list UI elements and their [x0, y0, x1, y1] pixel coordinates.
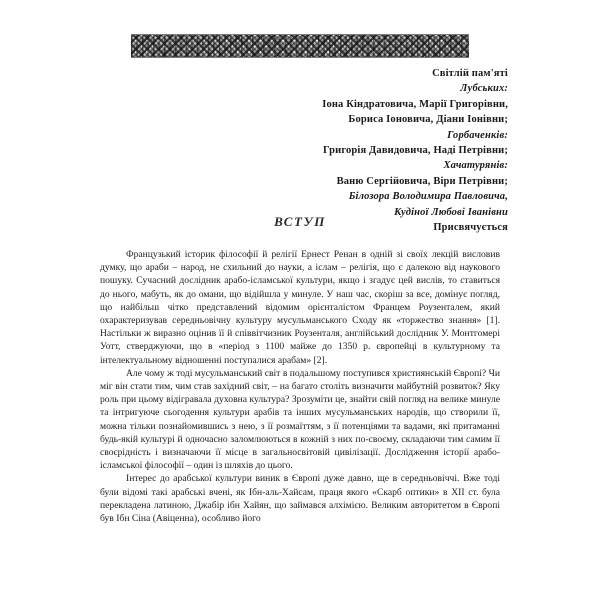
dedication-closing: Присвячується: [433, 222, 508, 234]
ornamental-header: [0, 34, 600, 58]
paragraph-3: Інтерес до арабської культури виник в Європі дуже давно, ще в середньовіччі. Вже тоді були відомі такі арабські вчені, як Ібн-аль-Хайсам, праця якого «Скарб оптики» в ХІІ ст. була перекладена латиною, Джабір ібн Хайян, що займався алхімією. Великим авторитетом в Європі був Ібн Сіна (Авіценна), особливо його: [100, 473, 500, 525]
dedication-block: [208, 66, 508, 235]
dedication-names-3: Ваню Сергійовича, Віри Петрівни;: [336, 175, 508, 187]
body-text: [100, 248, 500, 525]
dedication-names-2: Григорія Давидовича, Наді Петрівни;: [322, 145, 508, 157]
dedication-extra-name-0: Білозора Володимира Павловича,: [348, 191, 508, 203]
dedication-names-1: Бориса Іоновича, Діани Іонівни;: [348, 114, 508, 126]
dedication-extra-name-1: Кудіної Любові Іванівни: [394, 206, 508, 218]
decorative-border-icon: [131, 34, 469, 58]
paragraph-2: Але чому ж тоді мусульманський світ в подальшому поступився християнській Європі? Чи міг він стати тим, чим став західний світ, – на багато століть визначити майбутній розвиток? Яку роль при цьому відігравала духовна культура? Зрозуміти це, знайти свій погляд на велике минуле та інтригуюче сьогодення культури арабів та інших мусульманських народів, що створили її, можна тільки познайомившись з нею, з її розмаїттям, з її потенціями та вадами, які притаманні будь-якій культурі й одночасно заломлюються в кожній з них по-своєму, складаючи тим самим її своєрідність і визначаючи її місце в загальносвітовій цивілізації. Дослідження історії арабо-ісламської філософії – один із шляхів до цього.: [100, 367, 500, 472]
dedication-heading: Світлій пам'яті: [432, 68, 508, 79]
dedication-names-0: Іона Кіндратовича, Марії Григорівни,: [322, 98, 508, 110]
dedication-family-3: Хачатурянів:: [443, 160, 508, 172]
dedication-family-0: Лубських:: [460, 83, 508, 95]
section-title: ВСТУП: [274, 214, 326, 229]
dedication-family-2: Горбаченків:: [447, 129, 508, 141]
paragraph-1: Французький історик філософії й релігії Ернест Ренан в одній зі своїх лекцій висловив думку, що араби – народ, не схильний до науки, а іслам – релігія, що є далекою від наукового пошуку. Сучасний дослідник арабо-ісламської культури, якщо і згадує цей вислів, то ставиться до нього, мабуть, як до омани, що відійшла у минуле. У наш час, скоріш за все, домінує погляд, що найбільш чітко представлений відомим орієнталістом Францем Роузенталем, який охарактеризував середньовічну культуру мусульманського Сходу як «торжество знання» [1]. Настільки ж виразно оцінив її й співвітчизник Роузенталя, англійський дослідник У. Монтгомері Уотт, стверджуючи, що в «період з 1100 майже до 1350 р. європейці в культурному та інтелектуальному відношенні поступалися арабам» [2].: [100, 249, 500, 366]
